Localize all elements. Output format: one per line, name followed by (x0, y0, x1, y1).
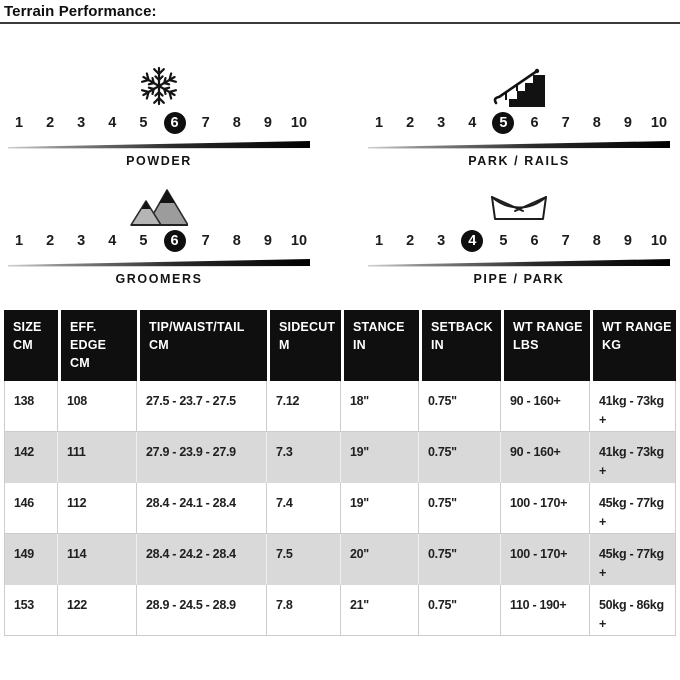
rating-value: 1 (14, 233, 24, 249)
column-label: WT RANGE (513, 320, 583, 334)
table-cell: 108 (58, 381, 137, 432)
column-unit: IN (431, 338, 444, 353)
rating-value: 8 (232, 233, 241, 249)
rating-value: 6 (530, 115, 539, 131)
scale-icon-row (368, 58, 670, 108)
table-cell: 90 - 160+ (501, 432, 590, 483)
table-cell: 7.12 (267, 381, 341, 432)
table-cell: 45kg - 77kg + (590, 483, 676, 534)
rating-wedge-bar (368, 255, 670, 267)
table-cell: 122 (58, 585, 137, 636)
terrain-scales-grid (0, 24, 680, 286)
column-header (501, 310, 590, 381)
scale-pipe-park (368, 176, 670, 286)
rating-value: 9 (623, 233, 632, 249)
scale-label: PIPE / PARK (473, 272, 565, 286)
table-cell: 138 (4, 381, 58, 432)
column-label: STANCE (353, 320, 405, 334)
scale-groomers (8, 176, 310, 286)
scale-label: GROOMERS (115, 272, 203, 286)
spec-header-row (4, 310, 676, 381)
column-unit: M (279, 338, 290, 353)
column-header (58, 310, 137, 381)
scale-icon-row (8, 176, 310, 226)
rating-value: 3 (437, 233, 446, 249)
scale-icon-row (8, 58, 310, 108)
table-cell: 7.3 (267, 432, 341, 483)
table-cell: 18" (341, 381, 419, 432)
column-label: EFF. EDGE (70, 320, 107, 353)
column-unit: CM (149, 338, 169, 353)
rating-value: 10 (650, 233, 668, 249)
table-cell: 21" (341, 585, 419, 636)
mountains-icon (130, 188, 188, 226)
rating-value-selected: 4 (461, 230, 483, 252)
table-cell: 7.5 (267, 534, 341, 585)
rating-scale (368, 112, 670, 134)
rating-value: 5 (499, 233, 508, 249)
column-unit: CM (13, 338, 33, 353)
column-unit: LBS (513, 338, 539, 353)
rating-value: 7 (201, 115, 210, 131)
table-cell: 19" (341, 432, 419, 483)
rating-value: 2 (406, 115, 415, 131)
column-label: TIP/WAIST/TAIL (149, 320, 245, 334)
rating-value-selected: 5 (492, 112, 514, 134)
rating-value: 2 (46, 115, 55, 131)
rating-value: 1 (374, 115, 384, 131)
rating-value: 10 (290, 233, 308, 249)
table-cell: 111 (58, 432, 137, 483)
rating-scale (368, 230, 670, 252)
column-unit: CM (70, 356, 90, 371)
rating-value: 1 (374, 233, 384, 249)
table-cell: 149 (4, 534, 58, 585)
rating-value: 8 (592, 115, 601, 131)
scale-label: PARK / RAILS (468, 154, 570, 168)
rating-value: 5 (139, 115, 148, 131)
column-header (267, 310, 341, 381)
rating-scale (8, 112, 310, 134)
column-header (4, 310, 58, 381)
table-row (4, 483, 676, 534)
table-cell: 0.75" (419, 534, 501, 585)
table-cell: 28.9 - 24.5 - 28.9 (137, 585, 267, 636)
rating-value: 7 (561, 115, 570, 131)
rating-value: 8 (592, 233, 601, 249)
column-label: SIZE (13, 320, 42, 334)
rating-value: 1 (14, 115, 24, 131)
table-row (4, 381, 676, 432)
table-cell: 28.4 - 24.1 - 28.4 (137, 483, 267, 534)
scale-park-rails (368, 58, 670, 168)
table-cell: 0.75" (419, 585, 501, 636)
table-cell: 7.8 (267, 585, 341, 636)
rating-value: 4 (468, 115, 477, 131)
table-cell: 146 (4, 483, 58, 534)
spec-table-head (4, 310, 676, 381)
column-label: SETBACK (431, 320, 493, 334)
table-cell: 20" (341, 534, 419, 585)
column-label: WT RANGE (602, 320, 672, 334)
scale-powder (8, 58, 310, 168)
rating-scale (8, 230, 310, 252)
column-unit: IN (353, 338, 366, 353)
column-header (137, 310, 267, 381)
table-cell: 28.4 - 24.2 - 28.4 (137, 534, 267, 585)
table-cell: 41kg - 73kg + (590, 381, 676, 432)
table-cell: 19" (341, 483, 419, 534)
column-header (419, 310, 501, 381)
table-cell: 41kg - 73kg + (590, 432, 676, 483)
page-title: Terrain Performance: (4, 3, 157, 20)
size-spec-table (4, 310, 676, 636)
rating-value: 3 (77, 233, 86, 249)
table-cell: 153 (4, 585, 58, 636)
column-unit: KG (602, 338, 622, 353)
rating-value: 10 (650, 115, 668, 131)
table-cell: 112 (58, 483, 137, 534)
rating-value: 10 (290, 115, 308, 131)
rating-value: 3 (437, 115, 446, 131)
table-cell: 100 - 170+ (501, 483, 590, 534)
halfpipe-icon (490, 192, 548, 222)
table-cell: 0.75" (419, 483, 501, 534)
rating-value: 9 (623, 115, 632, 131)
table-cell: 90 - 160+ (501, 381, 590, 432)
rating-value: 4 (108, 233, 117, 249)
table-row (4, 585, 676, 636)
table-cell: 142 (4, 432, 58, 483)
rating-value: 2 (406, 233, 415, 249)
rating-value: 6 (530, 233, 539, 249)
column-header (341, 310, 419, 381)
rating-value: 3 (77, 115, 86, 131)
rating-value-selected: 6 (164, 230, 186, 252)
scale-icon-row (368, 176, 670, 226)
rating-value: 9 (263, 233, 272, 249)
table-cell: 0.75" (419, 381, 501, 432)
table-cell: 50kg - 86kg + (590, 585, 676, 636)
column-label: SIDECUT (279, 320, 336, 334)
rating-value: 4 (108, 115, 117, 131)
section-header (0, 0, 680, 24)
rating-value-selected: 6 (164, 112, 186, 134)
table-cell: 114 (58, 534, 137, 585)
rating-value: 7 (201, 233, 210, 249)
rating-wedge-bar (368, 137, 670, 149)
rating-wedge-bar (8, 137, 310, 149)
rating-value: 8 (232, 115, 241, 131)
rating-value: 2 (46, 233, 55, 249)
table-cell: 27.5 - 23.7 - 27.5 (137, 381, 267, 432)
rating-value: 7 (561, 233, 570, 249)
stairs-rail-icon (492, 64, 546, 108)
rating-wedge-bar (8, 255, 310, 267)
table-cell: 7.4 (267, 483, 341, 534)
spec-table-body (4, 381, 676, 636)
rating-value: 9 (263, 115, 272, 131)
snowflake-icon (137, 64, 181, 108)
table-cell: 45kg - 77kg + (590, 534, 676, 585)
table-row (4, 534, 676, 585)
table-row (4, 432, 676, 483)
table-cell: 100 - 170+ (501, 534, 590, 585)
table-cell: 0.75" (419, 432, 501, 483)
column-header (590, 310, 676, 381)
scale-label: POWDER (126, 154, 192, 168)
rating-value: 5 (139, 233, 148, 249)
table-cell: 110 - 190+ (501, 585, 590, 636)
table-cell: 27.9 - 23.9 - 27.9 (137, 432, 267, 483)
